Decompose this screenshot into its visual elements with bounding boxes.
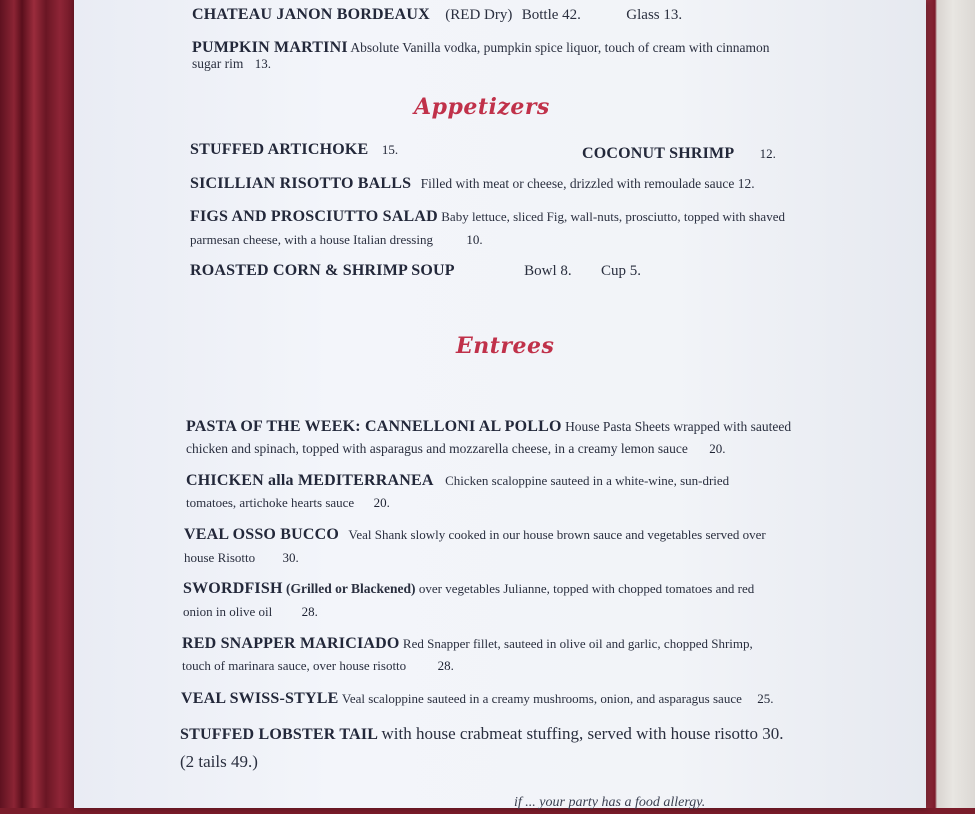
item-price-bowl: Bowl 8. — [524, 263, 572, 279]
item-name: CHATEAU JANON BORDEAUX — [192, 6, 430, 23]
item-description: (2 tails 49.) — [180, 752, 258, 771]
menu-item-corn-shrimp-soup — [190, 260, 641, 282]
menu-item-coconut-shrimp — [582, 143, 776, 165]
menu-item-stuffed-lobster-tail-cont — [180, 751, 258, 774]
item-price: 12. — [759, 146, 776, 161]
item-description: Absolute Vanilla vodka, pumpkin spice liquor, touch of cream with cinnamon — [350, 40, 770, 55]
section-heading-appetizers: Appetizers — [414, 94, 550, 120]
item-description: tomatoes, artichoke hearts sauce — [186, 495, 355, 510]
item-name: COCONUT SHRIMP — [582, 145, 735, 162]
menu-page — [74, 0, 926, 808]
menu-item-red-snapper — [182, 633, 753, 655]
item-price: 30. — [282, 550, 299, 565]
menu-item-figs-prosciutto — [190, 206, 785, 228]
menu-item-chicken-mediterranea-cont — [186, 492, 390, 514]
item-description: onion in olive oil — [183, 604, 273, 619]
item-description: Filled with meat or cheese, drizzled with remoulade sauce 12. — [420, 176, 755, 191]
item-description: parmesan cheese, with a house Italian dressing — [190, 232, 433, 247]
item-description: Baby lettuce, sliced Fig, wall-nuts, prosciutto, topped with shaved — [441, 209, 785, 224]
item-name: SICILLIAN RISOTTO BALLS — [190, 175, 412, 192]
menu-item-stuffed-artichoke — [190, 139, 398, 161]
menu-binder-left — [0, 0, 84, 808]
item-description: House Pasta Sheets wrapped with sauteed — [565, 419, 792, 434]
item-description: with house crabmeat stuffing, served with house risotto 30. — [381, 724, 784, 743]
item-description: chicken and spinach, topped with asparagus and mozzarella cheese, in a creamy lemon sauce — [186, 441, 688, 456]
item-price: 10. — [466, 232, 483, 247]
item-price: 15. — [381, 142, 399, 157]
item-price: 20. — [373, 495, 390, 510]
item-name: STUFFED LOBSTER TAIL — [180, 726, 379, 743]
item-description: Red Snapper fillet, sauteed in olive oil and garlic, chopped Shrimp, — [402, 636, 753, 651]
item-price: 28. — [437, 658, 454, 673]
item-description: touch of marinara sauce, over house risotto — [182, 658, 407, 673]
item-note: (RED Dry) — [445, 7, 513, 23]
menu-item-pumpkin-martini — [192, 37, 770, 59]
item-name: PUMPKIN MARTINI — [192, 39, 348, 56]
menu-item-risotto-balls — [190, 173, 755, 195]
menu-item-chateau-janon — [192, 4, 682, 26]
menu-item-red-snapper-cont — [182, 655, 454, 677]
item-price: 28. — [301, 604, 318, 619]
menu-item-veal-osso-bucco — [184, 524, 766, 546]
menu-item-chicken-mediterranea — [186, 470, 729, 492]
menu-item-veal-swiss-style — [181, 688, 774, 710]
item-price-cup: Cup 5. — [601, 263, 642, 279]
item-name: RED SNAPPER MARICIADO — [182, 635, 400, 652]
item-description: over vegetables Julianne, topped with chopped tomatoes and red — [418, 581, 755, 596]
item-name: FIGS AND PROSCIUTTO SALAD — [190, 208, 438, 225]
menu-item-pumpkin-martini-cont — [192, 53, 271, 75]
item-price: 25. — [757, 691, 774, 706]
menu-item-pasta-of-the-week-cont — [186, 438, 726, 460]
item-name: SWORDFISH — [183, 580, 283, 597]
item-price-bottle: Bottle 42. — [521, 7, 581, 23]
item-description: Chicken scaloppine sauteed in a white-wine, sun-dried — [445, 473, 730, 488]
item-name: VEAL SWISS-STYLE — [181, 690, 339, 707]
menu-item-figs-prosciutto-cont — [190, 229, 483, 251]
item-note: (Grilled or Blackened) — [285, 581, 416, 596]
menu-item-stuffed-lobster-tail — [180, 723, 783, 746]
item-price-glass: Glass 13. — [626, 7, 683, 23]
item-price: 13. — [254, 56, 271, 71]
footer-allergy-note: if ... your party has a food allergy. — [514, 795, 706, 810]
item-description: Veal scaloppine sauteed in a creamy mushrooms, onion, and asparagus sauce — [341, 691, 742, 706]
item-name: ROASTED CORN & SHRIMP SOUP — [190, 262, 455, 279]
item-name: VEAL OSSO BUCCO — [184, 526, 340, 543]
menu-item-pasta-of-the-week — [186, 416, 791, 438]
item-description: house Risotto — [184, 550, 256, 565]
item-description: Veal Shank slowly cooked in our house brown sauce and vegetables served over — [348, 527, 766, 542]
menu-item-veal-osso-bucco-cont — [184, 547, 299, 569]
item-price: 20. — [709, 441, 726, 456]
menu-item-swordfish-cont — [183, 601, 318, 623]
item-name: STUFFED ARTICHOKE — [190, 141, 369, 158]
item-description: sugar rim — [192, 56, 244, 71]
item-name: CHICKEN alla MEDITERRANEA — [186, 472, 434, 489]
section-heading-entrees: Entrees — [456, 333, 555, 359]
menu-item-swordfish — [183, 578, 754, 600]
item-name: PASTA OF THE WEEK: CANNELLONI AL POLLO — [186, 418, 562, 435]
